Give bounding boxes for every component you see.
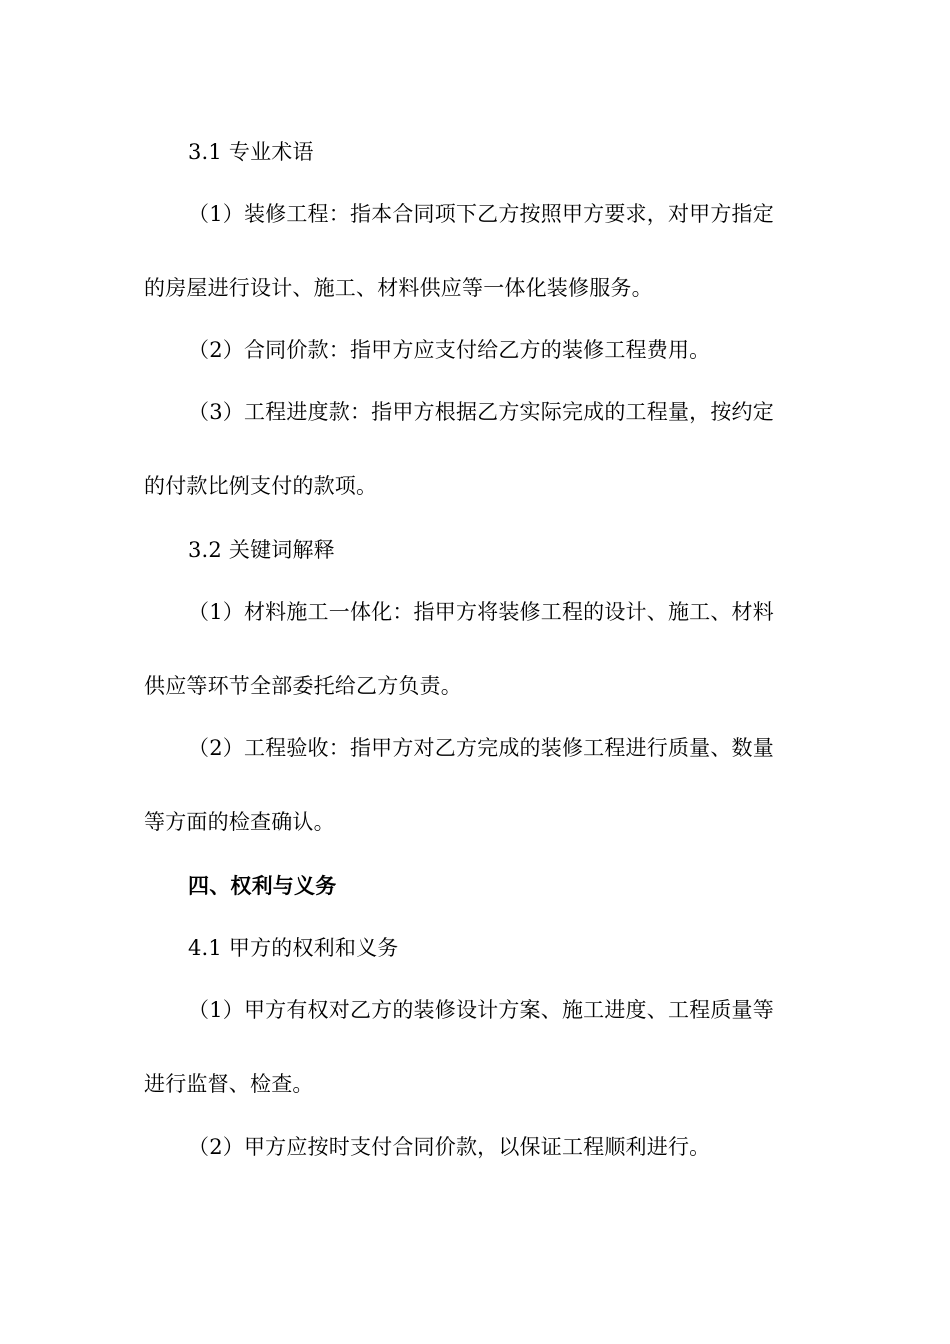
paragraph-line: （2）甲方应按时支付合同价款，以保证工程顺利进行。 [188,1135,711,1159]
paragraph-line: （2）合同价款：指甲方应支付给乙方的装修工程费用。 [188,338,711,362]
paragraph-line: （3）工程进度款：指甲方根据乙方实际完成的工程量，按约定 [188,400,774,424]
section-heading-3-1: 3.1 专业术语 [188,140,314,164]
paragraph-line: 的房屋进行设计、施工、材料供应等一体化装修服务。 [144,276,653,300]
chapter-heading: 四、权利与义务 [188,873,337,898]
paragraph-line: （1）材料施工一体化：指甲方将装修工程的设计、施工、材料 [188,600,774,624]
paragraph-line: 供应等环节全部委托给乙方负责。 [144,674,462,698]
section-heading-3-2: 3.2 关键词解释 [188,538,335,562]
paragraph-line: 等方面的检查确认。 [144,810,335,834]
paragraph-line: （1）甲方有权对乙方的装修设计方案、施工进度、工程质量等 [188,998,774,1022]
section-heading-4-1: 4.1 甲方的权利和义务 [188,936,399,960]
paragraph-line: 进行监督、检查。 [144,1072,314,1096]
paragraph-line: （1）装修工程：指本合同项下乙方按照甲方要求，对甲方指定 [188,202,774,226]
paragraph-line: （2）工程验收：指甲方对乙方完成的装修工程进行质量、数量 [188,736,774,760]
paragraph-line: 的付款比例支付的款项。 [144,474,378,498]
